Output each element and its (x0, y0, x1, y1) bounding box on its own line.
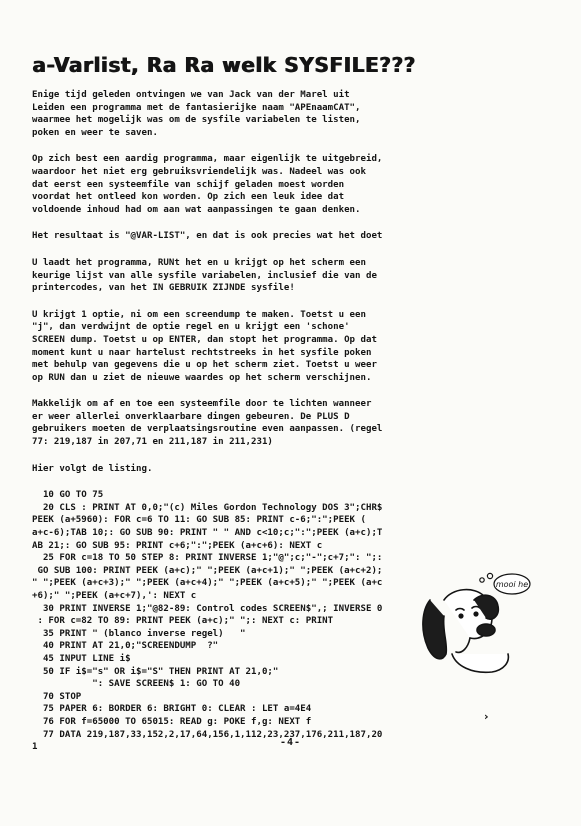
text-line: voordat het ontleed kon worden. Op zich een leuk idee dat (32, 192, 345, 203)
listing-line: 30 PRINT INVERSE 1;"@82-89: Control codes SCREEN$",; INVERSE 0 (32, 603, 383, 614)
paragraph-listing-intro (32, 463, 557, 476)
text-line: U krijgt 1 optie, ni om een screendump te maken. Toetst u een (32, 309, 366, 320)
listing-line: 50 IF i$="s" OR i$="S" THEN PRINT AT 21,0;" (32, 666, 279, 677)
listing-line: 77 DATA 219,187,33,152,2,17,64,156,1,112,23,237,176,211,187,20 (32, 729, 383, 740)
text-line: dat eerst een systeemfile van schijf geladen moest worden (32, 179, 345, 190)
article-title: a-Varlist, Ra Ra welk SYSFILE??? (32, 53, 416, 77)
paragraph-result (32, 230, 557, 243)
speech-bubble-text: mooi he (495, 580, 529, 589)
text-line: met behulp van gegevens die u op het scherm ziet. Toetst u weer (32, 360, 377, 371)
text-line: keurige lijst van alle sysfile variabelen, inclusief die van de (32, 270, 377, 281)
text-line: er weer allerlei onverklaarbare dingen gebeuren. De PLUS D (32, 411, 350, 422)
paragraph-review (32, 153, 557, 216)
text-line: Op zich best een aardig programma, maar eigenlijk te uitgebreid, (32, 154, 383, 165)
text-line: moment kunt u naar hartelust rechtstreeks in het sysfile poken (32, 347, 372, 358)
paragraph-option (32, 309, 557, 385)
listing-line: 1 (32, 742, 38, 753)
listing-line: +6);" ";PEEK (a+c+7),': NEXT c (32, 591, 197, 601)
listing-line: 40 PRINT AT 21,0;"SCREENDUMP ?" (32, 641, 219, 652)
cartoon-dog-illustration (412, 570, 532, 680)
listing-line: 10 GO TO 75 (32, 490, 104, 501)
text-line: gebruikers moeten de verplaatsingsroutine even aanpassen. (regel (32, 424, 383, 435)
text-line: Enige tijd geleden ontvingen we van Jack van der Marel uit (32, 90, 350, 100)
listing-line: 70 STOP (32, 691, 82, 702)
text-line: op RUN dan u ziet de nieuwe waardes op het scherm verschijnen. (32, 372, 372, 383)
listing-line: 35 PRINT " (blanco inverse regel) " (32, 628, 246, 639)
paragraph-plusd (32, 398, 557, 448)
listing-line: AB 21;: GO SUB 95: PRINT c+6;":";PEEK (a+c+6): NEXT c (32, 540, 323, 551)
text-line: Leiden een programma met de fantasierijke naam "APEnaamCAT", (32, 102, 361, 113)
text-line: 77: 219,187 in 207,71 en 211,187 in 211,231) (32, 437, 273, 448)
listing-line: GO SUB 100: PRINT PEEK (a+c);" ";PEEK (a+c+1);" ";PEEK (a+c+2); (32, 565, 383, 576)
text-line: waarmee het mogelijk was om de sysfile variabelen te listen, (32, 115, 361, 126)
text-line: printercodes, van het IN GEBRUIK ZIJNDE sysfile! (32, 283, 295, 294)
listing-line: PEEK (a+5960): FOR c=6 TO 11: GO SUB 85: PRINT c-6;":";PEEK ( (32, 515, 366, 526)
text-line: Makkelijk om af en toe een systeemfile door te lichten wanneer (32, 399, 372, 410)
listing-line: 25 FOR c=18 TO 50 STEP 8: PRINT INVERSE 1;"@";c;"-";c+7;": ";: (32, 553, 383, 564)
listing-line: 20 CLS : PRINT AT 0,0;"(c) Miles Gordon Technology DOS 3";CHR$ (32, 502, 383, 513)
listing-line: a+c-6);TAB 10;: GO SUB 90: PRINT " " AND c<10;c;":";PEEK (a+c);T (32, 528, 383, 539)
text-line: Het resultaat is "@VAR-LIST", en dat is ook precies wat het doet (32, 231, 383, 242)
text-line: voldoende inhoud had om aan wat aanpassingen te gaan denken. (32, 204, 361, 215)
chevron-right-icon: › (484, 710, 489, 723)
text-line: SCREEN dump. Toetst u op ENTER, dan stopt het programma. Op dat (32, 334, 377, 345)
listing-line: 76 FOR f=65000 TO 65015: READ g: POKE f,g: NEXT f (32, 716, 312, 727)
text-line: Hier volgt de listing. (32, 463, 153, 474)
listing-line: ": SAVE SCREEN$ 1: GO TO 40 (32, 679, 241, 690)
listing-line: 45 INPUT LINE i$ (32, 653, 131, 664)
text-line: poken en weer te saven. (32, 127, 158, 138)
text-line: U laadt het programma, RUNt het en u krijgt op het scherm een (32, 257, 366, 268)
paragraph-intro (32, 89, 557, 139)
page-number: -4- (279, 737, 302, 748)
text-line: waardoor het niet erg gebruiksvriendelijk was. Nadeel was ook (32, 166, 366, 177)
paragraph-usage (32, 257, 557, 295)
text-line: "j", dan verdwijnt de optie regel en u krijgt een 'schone' (32, 322, 350, 333)
listing-line: 75 PAPER 6: BORDER 6: BRIGHT 0: CLEAR : LET a=4E4 (32, 704, 312, 715)
listing-line: " ";PEEK (a+c+3);" ";PEEK (a+c+4);" ";PEEK (a+c+5);" ";PEEK (a+c (32, 578, 383, 589)
listing-line: : FOR c=82 TO 89: PRINT PEEK (a+c);" ";: NEXT c: PRINT (32, 616, 334, 627)
